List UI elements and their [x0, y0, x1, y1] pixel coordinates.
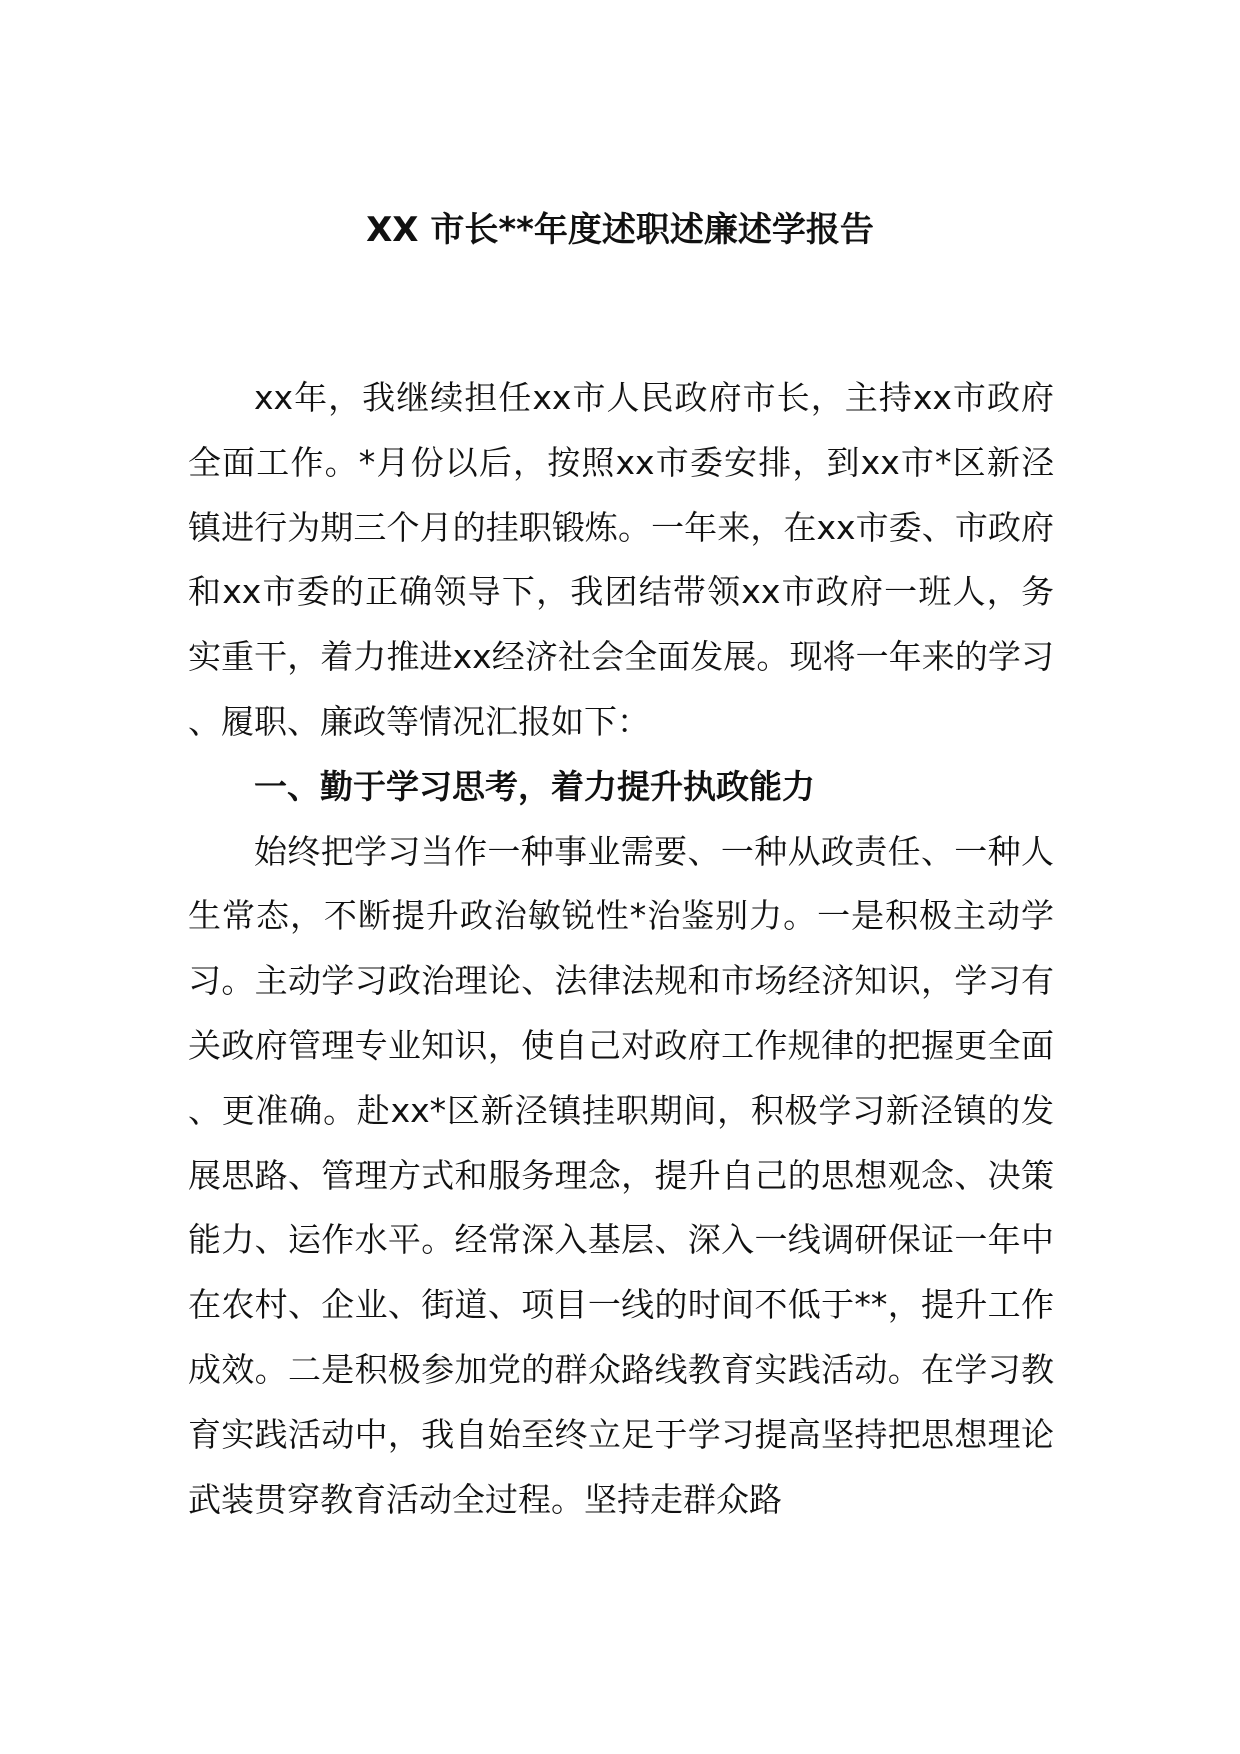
intro-paragraph: xx年，我继续担任xx市人民政府市长，主持xx市政府全面工作。*月份以后，按照xx市委安排，到xx市*区新泾镇进行为期三个月的挂职锻炼。一年来，在xx市委、市政府和xx市委的正确领导下，我团结带领xx市政府一班人，务实重干，着力推进xx经济社会全面发展。现将一年来的学习、履职、廉政等情况汇报如下： — [188, 378, 1054, 741]
document-title: XX 市长**年度述职述廉述学报告 — [366, 210, 874, 250]
document-body — [188, 366, 1054, 1532]
section-1-paragraph: 始终把学习当作一种事业需要、一种从政责任、一种人生常态，不断提升政治敏锐性*治鉴别力。一是积极主动学习。主动学习政治理论、法律法规和市场经济知识，学习有关政府管理专业知识，使自己对政府工作规律的把握更全面、更准确。赴xx*区新泾镇挂职期间，积极学习新泾镇的发展思路、管理方式和服务理念，提升自己的思想观念、决策能力、运作水平。经常深入基层、深入一线调研保证一年中在农村、企业、街道、项目一线的时间不低于**，提升工作成效。二是积极参加党的群众路线教育实践活动。在学习教育实践活动中，我自始至终立足于学习提高坚持把思想理论武装贯穿教育活动全过程。坚持走群众路 — [188, 831, 1054, 1519]
section-heading-1: 一、勤于学习思考，着力提升执政能力 — [254, 766, 815, 806]
